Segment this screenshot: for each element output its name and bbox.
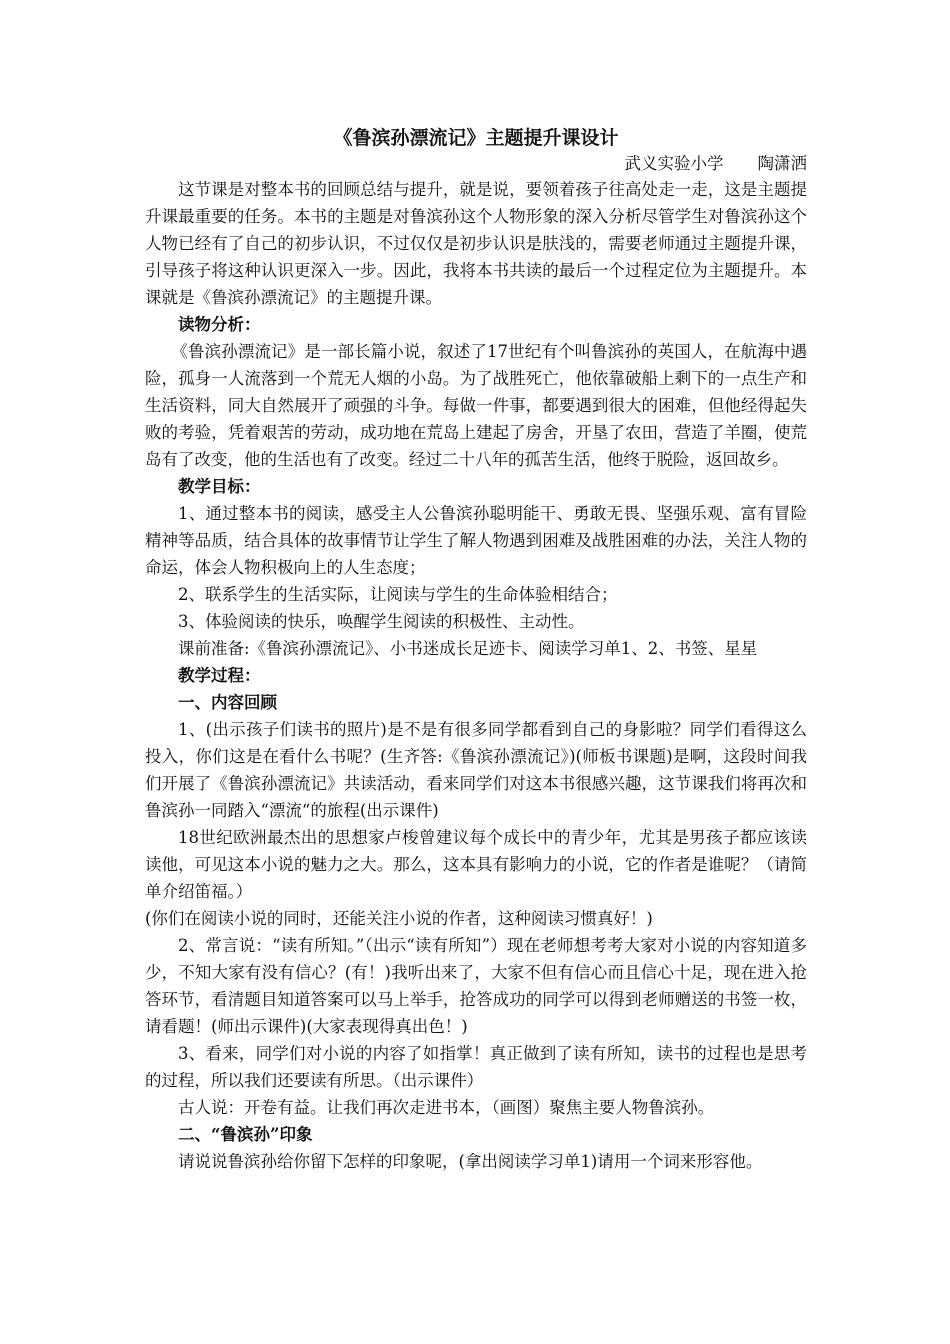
goal-item: 2、联系学生的生活实际，让阅读与学生的生命体验相结合；	[178, 585, 618, 604]
author-name: 陶潇洒	[757, 154, 807, 173]
intro-paragraph: 这节课是对整本书的回顾总结与提升，就是说，要领着孩子往高处走一走，这是主题提升课最重要的任务。本书的主题是对鲁滨孙这个人物形象的深入分析尽管学生对鲁滨孙这个人物已经有了自己的初步认识，不过仅仅是初步认识是肤浅的，需要老师通过主题提升课，引导孩子将这种认识更深入一步。因此，我将本书共读的最后一个过程定位为主题提升。本课就是《鲁滨孙漂流记》的主题提升课。	[145, 180, 807, 307]
goals-heading: 教学目标：	[178, 477, 261, 496]
analysis-paragraph: 《鲁滨孙漂流记》是一部长篇小说，叙述了17世纪有个叫鲁滨孙的英国人，在航海中遇险，孤身一人流落到一个荒无人烟的小岛。为了战胜死亡，他依靠破船上剩下的一点生产和生活资料，同大自然展开了顽强的斗争。每做一件事，都要遇到很大的困难，但他经得起失败的考验，凭着艰苦的劳动，成功地在荒岛上建起了房舍，开垦了农田，营造了羊圈，使荒岛有了改变，他的生活也有了改变。经过二十八年的孤苦生活，他终于脱险，返回故乡。	[145, 342, 807, 469]
school-name: 武义实验小学	[624, 154, 724, 173]
part1-paragraph: (你们在阅读小说的同时，还能关注小说的作者，这种阅读习惯真好！)	[145, 909, 653, 928]
process-heading: 教学过程：	[178, 666, 261, 685]
part1-paragraph: 古人说：开卷有益。让我们再次走进书本，（画图）聚焦主要人物鲁滨孙。	[178, 1098, 715, 1117]
part1-paragraph: 18世纪欧洲最杰出的思想家卢梭曾建议每个成长中的青少年，尤其是男孩子都应该读读他，可见这本小说的魅力之大。那么，这本具有影响力的小说，它的作者是谁呢？（请简单介绍笛福。）	[145, 828, 807, 901]
document-title: 《鲁滨孙漂流记》主题提升课设计	[333, 127, 619, 149]
part2-paragraph: 请说说鲁滨孙给你留下怎样的印象呢，(拿出阅读学习单1)请用一个词来形容他。	[178, 1152, 763, 1171]
goal-item: 3、体验阅读的快乐，唤醒学生阅读的积极性、主动性。	[178, 612, 585, 631]
document-page	[145, 124, 807, 1175]
part1-paragraph: 1、(出示孩子们读书的照片)是不是有很多同学都看到自己的身影啦？同学们看得这么投入，你们这是在看什么书呢？(生齐答:《鲁滨孙漂流记》)(师板书课题)是啊，这段时间我们开展了《鲁滨孙漂流记》共读活动，看来同学们对这本书很感兴趣，这节课我们将再次和鲁滨孙一同踏入“漂流“的旅程(出示课件)	[145, 720, 807, 820]
author-line	[145, 152, 807, 176]
part1-heading: 一、内容回顾	[178, 693, 277, 712]
part1-paragraph: 3、看来，同学们对小说的内容了如指掌！真正做到了读有所知，读书的过程也是思考的过程，所以我们还要读有所思。（出示课件）	[145, 1044, 807, 1090]
analysis-heading: 读物分析：	[178, 315, 261, 334]
goal-item: 1、通过整本书的阅读，感受主人公鲁滨孙聪明能干、勇敢无畏、坚强乐观、富有冒险精神等品质，结合具体的故事情节让学生了解人物遇到困难及战胜困难的办法，关注人物的命运，体会人物积极向上的人生态度；	[145, 504, 807, 577]
part2-heading: 二、“鲁滨孙”印象	[178, 1125, 313, 1144]
part1-paragraph: 2、常言说：“读有所知。”（出示“读有所知”）现在老师想考考大家对小说的内容知道多少，不知大家有没有信心？(有！)我听出来了，大家不但有信心而且信心十足，现在进入抢答环节，看清题目知道答案可以马上举手，抢答成功的同学可以得到老师赠送的书签一枚，请看题！(师出示课件)(大家表现得真出色！)	[145, 936, 807, 1036]
preparation-line: 课前准备:《鲁滨孙漂流记》、小书迷成长足迹卡、阅读学习单1、2、书签、星星	[178, 639, 758, 658]
